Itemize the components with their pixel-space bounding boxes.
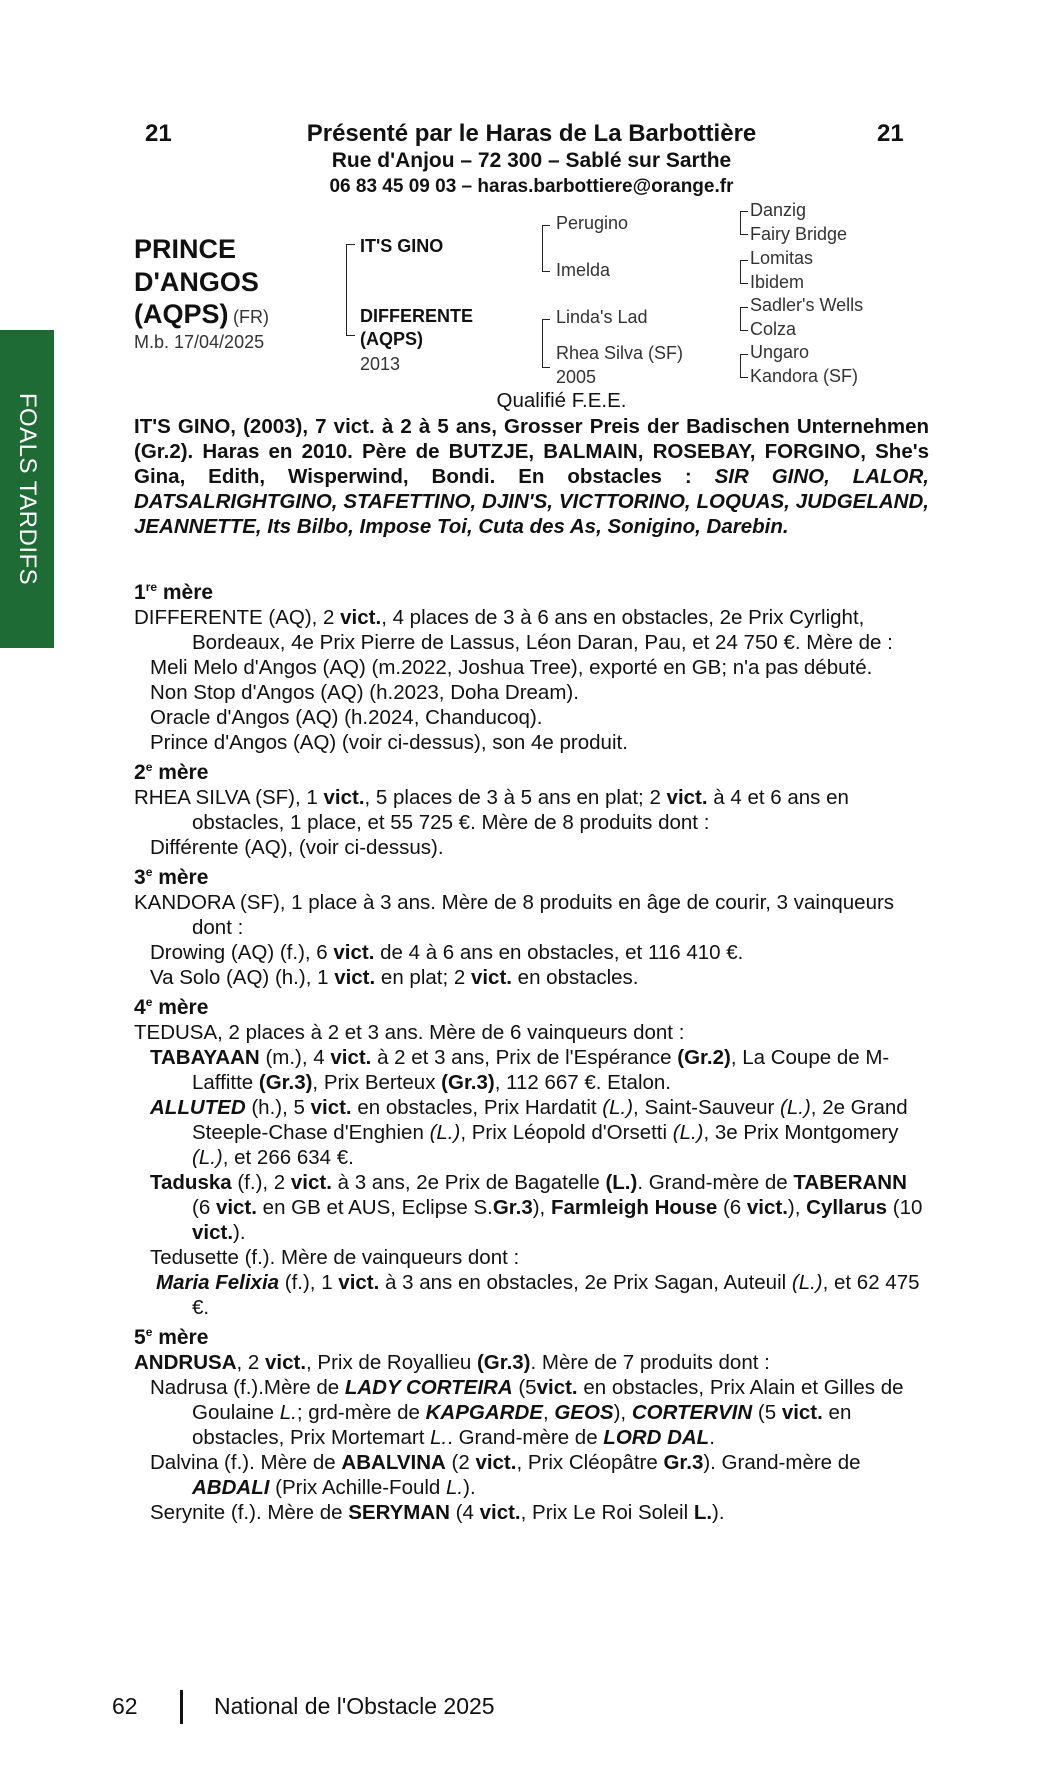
produce-item: Différente (AQ), (voir ci-dessus). xyxy=(150,836,444,859)
pedigree-bracket-g1 xyxy=(346,244,355,336)
pedigree-dds: Ungaro xyxy=(750,342,810,362)
produce-item: TABAYAAN (m.), 4 vict. à 2 et 3 ans, Prix de l'Espérance (Gr.2), La Coupe de M-Laffitte (Gr.3), Prix Berteux (Gr.3), 112 667 €. Etalon. xyxy=(150,1046,890,1094)
pedigree-ds: Linda's Lad xyxy=(556,307,648,327)
horse-country: (FR) xyxy=(232,307,269,327)
pedigree-bracket-g3-4 xyxy=(740,354,748,378)
section-1re-mere: 1re mère xyxy=(134,580,214,604)
pedigree-sd: Imelda xyxy=(556,260,611,280)
produce-subitem: Maria Felixia (f.), 1 vict. à 3 ans en obstacles, 2e Prix Sagan, Auteuil (L.), et 62 475 €. xyxy=(156,1271,920,1319)
presenter: Présenté par le Haras de La Barbottière xyxy=(306,120,757,147)
produce-item: Oracle d'Angos (AQ) (h.2024, Chanducoq). xyxy=(150,706,543,729)
footer-title: National de l'Obstacle 2025 xyxy=(214,1693,495,1719)
dam-entry: RHEA SILVA (SF), 1 vict., 5 places de 3 à 5 ans en plat; 2 vict. à 4 et 6 ans en obstacles, 1 place, et 55 725 €. Mère de 8 produits dont : xyxy=(134,786,849,834)
pedigree-bracket-g3-1 xyxy=(740,211,748,235)
produce-item: Drowing (AQ) (f.), 6 vict. de 4 à 6 ans en obstacles, et 116 410 €. xyxy=(150,941,744,964)
footer-divider xyxy=(180,1690,183,1724)
pedigree-sss: Danzig xyxy=(750,200,807,220)
produce-item: ALLUTED (h.), 5 vict. en obstacles, Prix Hardatit (L.), Saint-Sauveur (L.), 2e Grand Steeple-Chase d'Enghien (L.), Prix Léopold d'Orsetti (L.), 3e Prix Montgomery (L.), et 266 634 €. xyxy=(150,1096,908,1169)
dam-entry: KANDORA (SF), 1 place à 3 ans. Mère de 8 produits en âge de courir, 3 vainqueurs dont : xyxy=(134,891,895,939)
horse-name-line1: PRINCE xyxy=(134,234,237,264)
produce-item: Dalvina (f.). Mère de ABALVINA (2 vict., Prix Cléopâtre Gr.3). Grand-mère de ABDALI (Prix Achille-Fould L.). xyxy=(150,1451,861,1499)
section-4e-mere: 4e mère xyxy=(134,995,209,1019)
pedigree-bracket-g3-3 xyxy=(740,307,748,331)
pedigree-sire: IT'S GINO xyxy=(360,236,444,256)
lot-number-right: 21 xyxy=(877,120,904,147)
pedigree-bracket-g3-2 xyxy=(740,260,748,284)
pedigree-ss: Perugino xyxy=(556,213,629,233)
produce-item: Nadrusa (f.).Mère de LADY CORTEIRA (5vict. en obstacles, Prix Alain et Gilles de Goulaine L.; grd-mère de KAPGARDE, GEOS), CORTERVIN (5 vict. en obstacles, Prix Mortemart L.. Grand-mère de LORD DAL. xyxy=(150,1376,904,1449)
section-3e-mere: 3e mère xyxy=(134,865,209,889)
catalogue-body xyxy=(134,414,929,1525)
produce-item: Prince d'Angos (AQ) (voir ci-dessus), son 4e produit. xyxy=(150,731,628,754)
contact: 06 83 45 09 03 – haras.barbottiere@orange.fr xyxy=(329,176,734,197)
section-2e-mere: 2e mère xyxy=(134,760,209,784)
pedigree-bracket-g2-dam xyxy=(542,319,550,368)
dam-entry: TEDUSA, 2 places à 2 et 3 ans. Mère de 6 vainqueurs dont : xyxy=(134,1021,685,1044)
pedigree-dam: DIFFERENTE xyxy=(360,306,474,326)
address: Rue d'Anjou – 72 300 – Sablé sur Sarthe xyxy=(331,149,732,172)
pedigree-dss: Sadler's Wells xyxy=(750,295,864,315)
pedigree-dd: Rhea Silva (SF) xyxy=(556,343,684,363)
produce-item: Tedusette (f.). Mère de vainqueurs dont : xyxy=(150,1246,520,1269)
pedigree-dam-breed: (AQPS) xyxy=(360,329,423,349)
pedigree-sdd: Ibidem xyxy=(750,272,805,292)
dam-entry: DIFFERENTE (AQ), 2 vict., 4 places de 3 à 6 ans en obstacles, 2e Prix Cyrlight, Bordeaux, 4e Prix Pierre de Lassus, Léon Daran, Pau, et 24 750 €. Mère de : xyxy=(134,606,893,654)
produce-item: Serynite (f.). Mère de SERYMAN (4 vict., Prix Le Roi Soleil L.). xyxy=(150,1501,725,1524)
pedigree-sds: Lomitas xyxy=(750,248,814,268)
produce-item: Taduska (f.), 2 vict. à 3 ans, 2e Prix de Bagatelle (L.). Grand-mère de TABERANN (6 vict. en GB et AUS, Eclipse S.Gr.3), Farmleigh House (6 vict.), Cyllarus (10 vict.). xyxy=(150,1171,923,1244)
page-number: 62 xyxy=(112,1693,138,1719)
horse-breed-row xyxy=(134,299,269,330)
produce-item: Meli Melo d'Angos (AQ) (m.2022, Joshua Tree), exporté en GB; n'a pas débuté. xyxy=(150,656,873,679)
pedigree-dd-year: 2005 xyxy=(556,367,597,387)
produce-item: Va Solo (AQ) (h.), 1 vict. en plat; 2 vict. en obstacles. xyxy=(150,966,639,989)
side-tab-label: FOALS TARDIFS xyxy=(14,392,41,586)
pedigree-ddd: Kandora (SF) xyxy=(750,366,859,386)
section-5e-mere: 5e mère xyxy=(134,1325,209,1349)
side-tab xyxy=(0,330,54,648)
lot-number-left: 21 xyxy=(145,120,172,147)
horse-breed: (AQPS) xyxy=(134,299,229,329)
pedigree-ssd: Fairy Bridge xyxy=(750,224,848,244)
horse-birth: M.b. 17/04/2025 xyxy=(134,332,265,352)
produce-item: Non Stop d'Angos (AQ) (h.2023, Doha Dream). xyxy=(150,681,579,704)
dam-entry: ANDRUSA, 2 vict., Prix de Royallieu (Gr.3). Mère de 7 produits dont : xyxy=(134,1351,770,1374)
sire-paragraph: IT'S GINO, (2003), 7 vict. à 2 à 5 ans, Grosser Preis der Badischen Unternehmen (Gr.2). Haras en 2010. Père de BUTZJE, BALMAIN, ROSEBAY, FORGINO, She's Gina, Edith, Wisperwind, Bondi. En obstacles : SIR GINO, LALOR, DATSALRIGHTGINO, STAFETTINO, DJIN'S, VICTTORINO, LOQUAS, JUDGELAND, JEANNETTE, Its Bilbo, Impose Toi, Cuta des As, Sonigino, Darebin. xyxy=(134,415,930,538)
pedigree-bracket-g2-sire xyxy=(542,225,550,272)
pedigree-dam-year: 2013 xyxy=(360,354,401,374)
horse-name-line2: D'ANGOS xyxy=(134,267,259,297)
qualifie: Qualifié F.E.E. xyxy=(496,389,627,412)
pedigree-dsd: Colza xyxy=(750,319,797,339)
